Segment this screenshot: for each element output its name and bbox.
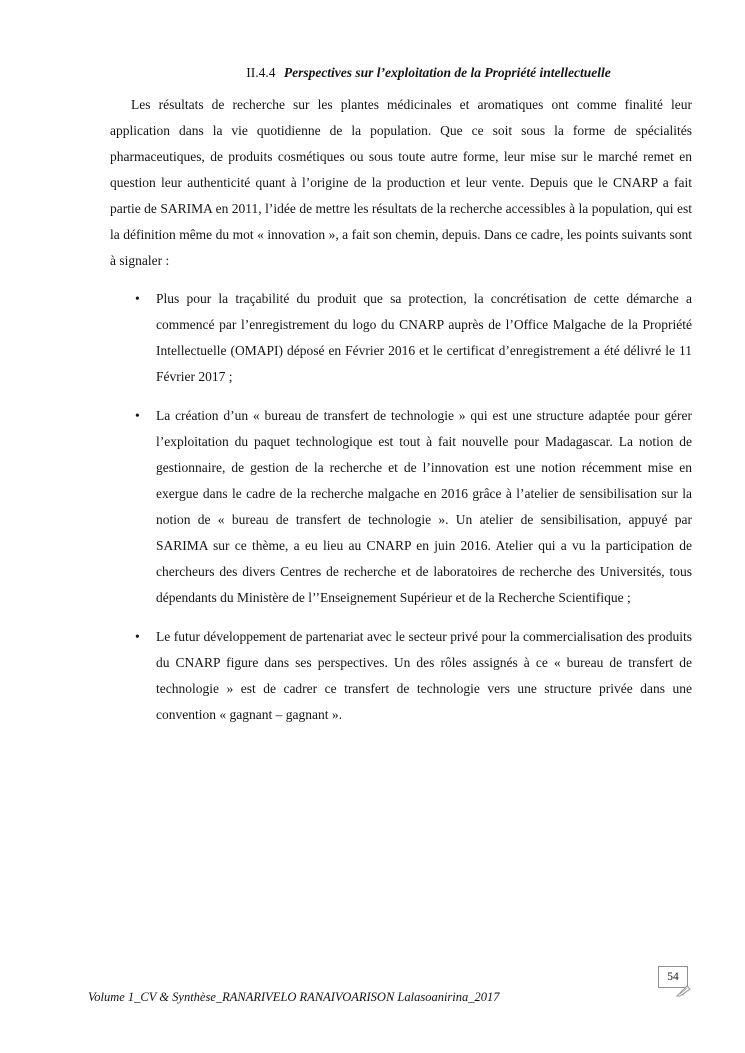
bullet-list bbox=[135, 286, 692, 728]
section-heading bbox=[110, 60, 692, 86]
bullet-marker: • bbox=[135, 291, 140, 306]
bullet-text: Le futur développement de partenariat avec le secteur privé pour la commercialisation des produits du CNARP figure dans ses perspectives. Un des rôles assignés à ce « bureau de transfert de technologie » est de cadrer ce transfert de technologie vers une structure privée dans une convention « gagnant – gagnant ». bbox=[156, 629, 692, 722]
bullet-text: Plus pour la traçabilité du produit que sa protection, la concrétisation de cette démarche a commencé par l’enregistrement du logo du CNARP auprès de l’Office Malgache de la Propriété Intellectuelle (OMAPI) déposé en Février 2016 et le certificat d’enregistrement a été délivré le 11 Février 2017 ; bbox=[156, 291, 692, 384]
bullet-marker: • bbox=[135, 408, 140, 423]
section-number: II.4.4 bbox=[246, 65, 276, 80]
list-item bbox=[135, 624, 692, 728]
intro-paragraph: Les résultats de recherche sur les plantes médicinales et aromatiques ont comme finalité leur application dans la vie quotidienne de la population. Que ce soit sous la forme de spécialités pharmaceutiques, de produits cosmétiques ou sous toute autre forme, leur mise sur le marché remet en question leur authenticité quant à l’origine de la production et leur vente. Depuis que le CNARP a fait partie de SARIMA en 2011, l’idée de mettre les résultats de la recherche accessibles à la population, qui est la définition même du mot « innovation », a fait son chemin, depuis. Dans ce cadre, les points suivants sont à signaler : bbox=[110, 97, 692, 268]
list-item bbox=[135, 403, 692, 611]
page-corner-icon bbox=[676, 984, 691, 997]
footer-text: Volume 1_CV & Synthèse_RANARIVELO RANAIVOARISON Lalasoanirina_2017 bbox=[88, 990, 500, 1004]
list-item bbox=[135, 286, 692, 390]
section-title: Perspectives sur l’exploitation de la Propriété intellectuelle bbox=[283, 65, 611, 80]
bullet-marker: • bbox=[135, 629, 140, 644]
page-number: 54 bbox=[658, 966, 688, 988]
bullet-text: La création d’un « bureau de transfert de technologie » qui est une structure adaptée pour gérer l’exploitation du paquet technologique est tout à fait nouvelle pour Madagascar. La notion de gestionnaire, de gestion de la recherche et de l’innovation est une notion récemment mise en exergue dans le cadre de la recherche malgache en 2016 grâce à l’atelier de sensibilisation sur la notion de « bureau de transfert de technologie ». Un atelier de sensibilisation, appuyé par SARIMA sur ce thème, a eu lieu au CNARP en juin 2016. Atelier qui a vu la participation de chercheurs des divers Centres de recherche et de laboratoires de recherche des Universités, tous dépendants du Ministère de l’’Enseignement Supérieur et de la Recherche Scientifique ; bbox=[156, 408, 692, 605]
